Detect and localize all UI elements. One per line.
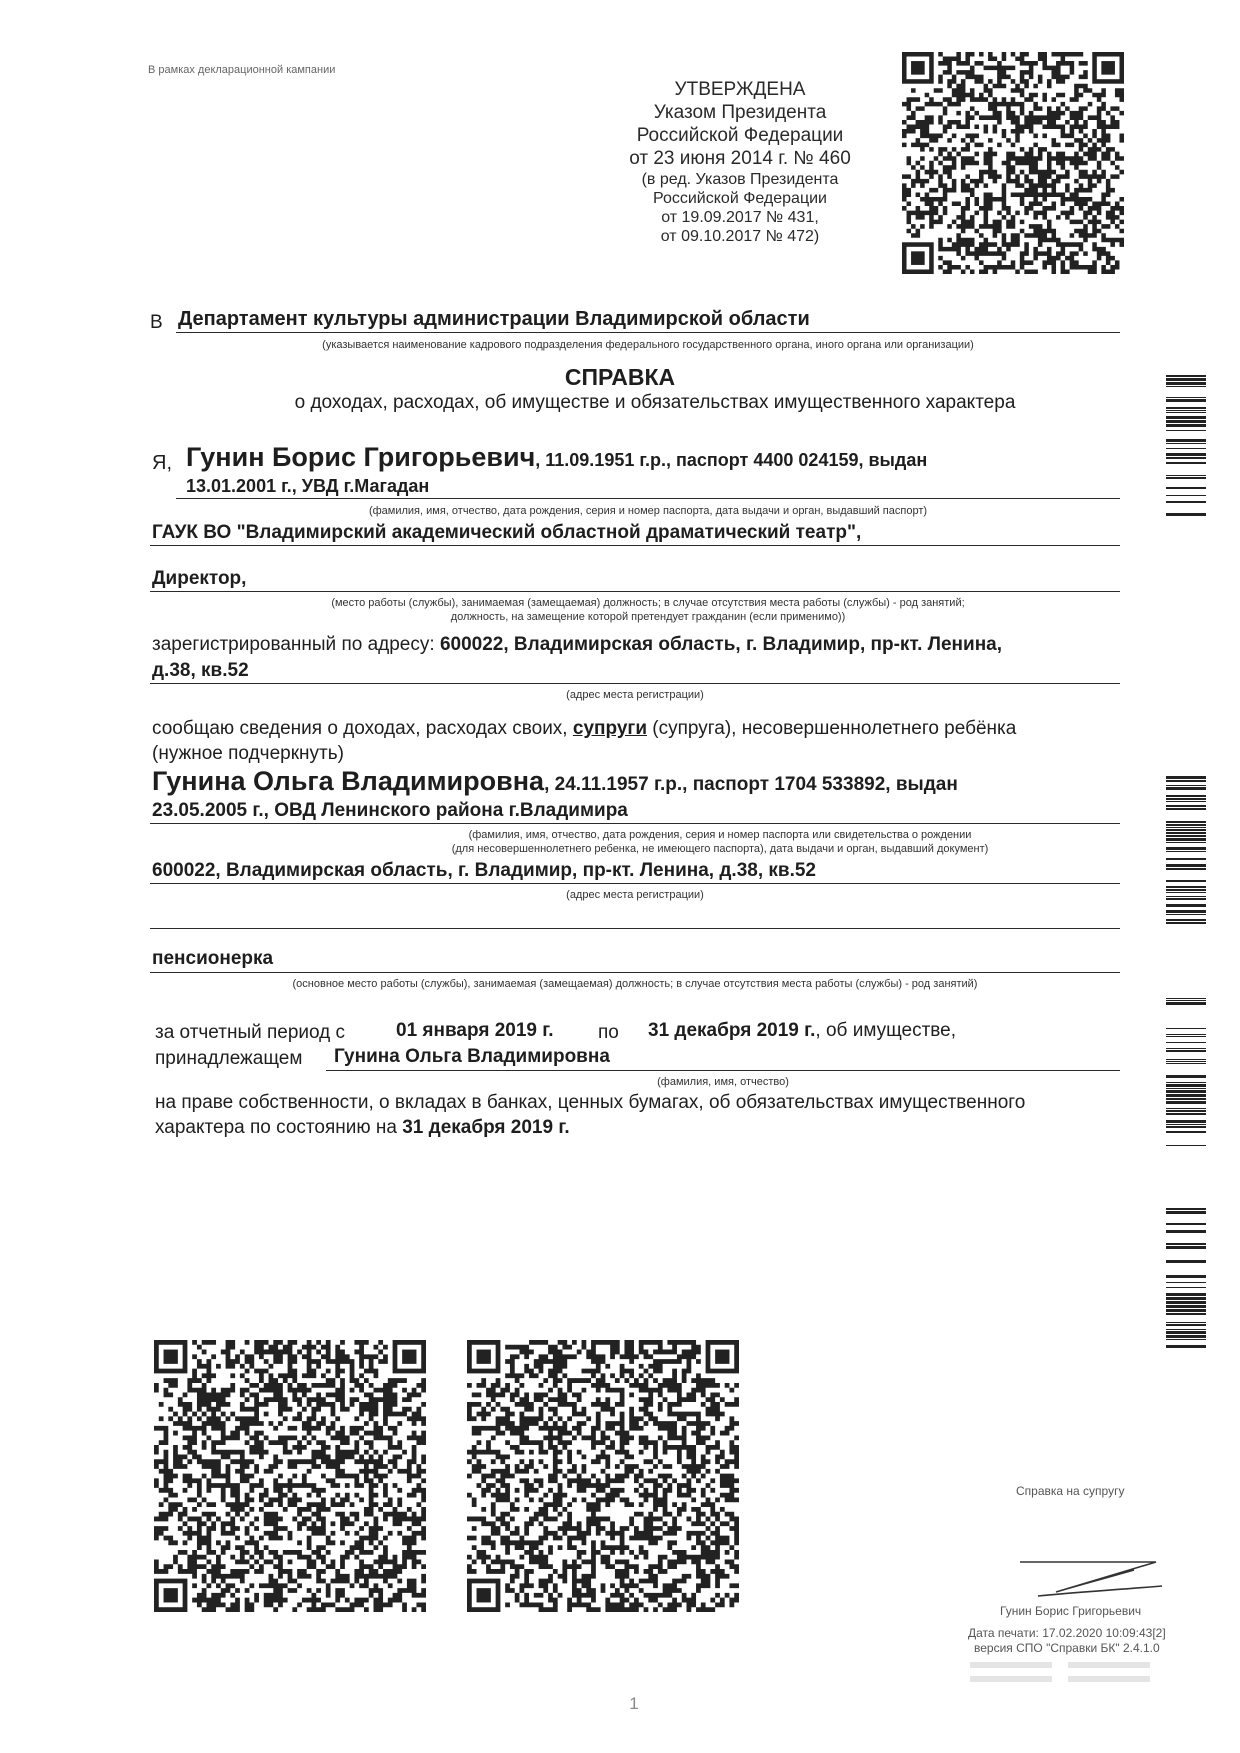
- underline: [326, 1070, 1120, 1071]
- period-text-2-prefix: характера по состоянию на: [155, 1117, 397, 1138]
- period-date-to: 31 декабря 2019 г.: [648, 1020, 816, 1041]
- position-hint-1: (место работы (службы), занимаемая (замещаемая) должность; в случае отсутствия места работы (службы) - род занятий;: [331, 597, 965, 609]
- qr-code-bottom-left: [154, 1340, 426, 1612]
- registration-hint: (адрес места регистрации): [566, 689, 704, 701]
- amendment-line: от 19.09.2017 № 431,: [661, 209, 819, 226]
- relative-details-2: 23.05.2005 г., ОВД Ленинского района г.Владимира: [152, 800, 628, 821]
- qr-pattern: [154, 1340, 426, 1612]
- approval-line: Указом Президента: [653, 102, 827, 123]
- signature-icon: [1016, 1556, 1166, 1600]
- qr-finder-center: [164, 1350, 178, 1364]
- department-name: Департамент культуры администрации Владимирской области: [178, 308, 810, 330]
- qr-code-top: [902, 52, 1124, 274]
- underline: [150, 823, 1120, 824]
- underline: [176, 498, 1120, 499]
- qr-code-bottom-right: [467, 1340, 739, 1612]
- approval-line: от 23 июня 2014 г. № 460: [629, 148, 851, 169]
- declarant-details-2: 13.01.2001 г., УВД г.Магадан: [186, 476, 430, 496]
- qr-finder-center: [1101, 61, 1115, 75]
- period-to: [648, 1020, 956, 1042]
- amendment-line: Российской Федерации: [653, 190, 827, 207]
- period-to-label: по: [598, 1022, 619, 1043]
- underline: [150, 928, 1120, 929]
- registration-address-2: д.38, кв.52: [152, 660, 249, 681]
- declarant-details: , 11.09.1951 г.р., паспорт 4400 024159, выдан: [535, 450, 928, 470]
- qr-finder-center: [402, 1350, 416, 1364]
- relative-hint-1: (фамилия, имя, отчество, дата рождения, серия и номер паспорта или свидетельства о рождении: [468, 829, 972, 841]
- owner-hint: (фамилия, имя, отчество): [657, 1076, 789, 1088]
- period-suffix: , об имуществе,: [815, 1020, 957, 1041]
- side-barcode: [1166, 1208, 1206, 1359]
- registration-line-1: [152, 634, 1002, 656]
- relation-underlined: супруги: [572, 718, 648, 739]
- underline: [150, 972, 1120, 973]
- period-text-2-date: 31 декабря 2019 г.: [402, 1117, 570, 1138]
- qr-finder-center: [164, 1588, 178, 1602]
- relative-hint-2: (для несовершеннолетнего ребенка, не имеющего паспорта), дата выдачи и орган, выдавший документ): [451, 843, 989, 855]
- barcode-pattern: [1166, 776, 1206, 924]
- campaign-note: В рамках декларационной кампании: [148, 64, 336, 76]
- addressee-prefix: В: [150, 312, 163, 333]
- declarant-name: Гунин Борис Григорьевич: [186, 442, 536, 472]
- side-barcode: [1166, 776, 1206, 929]
- relative-line-1: [152, 766, 958, 797]
- position-hint-2: должность, на замещение которой претендует гражданин (если применимо)): [450, 611, 846, 623]
- relative-address-hint: (адрес места регистрации): [566, 889, 704, 901]
- declarant-hint: (фамилия, имя, отчество, дата рождения, серия и номер паспорта, дата выдачи и орган, выдавший паспорт): [368, 505, 928, 517]
- barcode-pattern: [1166, 996, 1206, 1146]
- declarant-workplace: ГАУК ВО "Владимирский академический областной драматический театр",: [152, 522, 862, 543]
- relative-name: Гунина Ольга Владимировна: [152, 766, 545, 796]
- registration-prefix: зарегистрированный по адресу:: [152, 634, 435, 655]
- qr-pattern: [467, 1340, 739, 1612]
- period-text-2: [155, 1117, 570, 1139]
- department-hint: (указывается наименование кадрового подразделения федерального государственного органа, иного органа или организации): [322, 339, 974, 351]
- declarant-line-1: [186, 442, 927, 473]
- period-date-from: 01 января 2019 г.: [396, 1020, 554, 1041]
- underline: [150, 591, 1120, 592]
- registration-address: 600022, Владимирская область, г. Владимир, пр-кт. Ленина,: [439, 634, 1003, 655]
- page-subtitle: о доходах, расходах, об имуществе и обязательствах имущественного характера: [294, 392, 1016, 413]
- relative-details: , 24.11.1957 г.р., паспорт 1704 533892, выдан: [544, 774, 958, 795]
- owner-name: Гунина Ольга Владимировна: [334, 1046, 610, 1067]
- declarant-prefix: Я,: [152, 452, 172, 474]
- print-date: Дата печати: 17.02.2020 10:09:43[2]: [968, 1626, 1166, 1640]
- report-note: (нужное подчеркнуть): [152, 743, 344, 764]
- page-number: 1: [629, 1694, 639, 1713]
- underline: [150, 545, 1120, 546]
- underline: [176, 332, 1120, 333]
- approval-line: Российской Федерации: [636, 125, 844, 146]
- approval-block: [600, 78, 880, 246]
- qr-finder-center: [477, 1588, 491, 1602]
- period-from-label: за отчетный период с: [155, 1022, 346, 1043]
- qr-pattern: [902, 52, 1124, 274]
- declarant-position: Директор,: [152, 568, 247, 589]
- relative-address: 600022, Владимирская область, г. Владимир, пр-кт. Ленина, д.38, кв.52: [152, 860, 816, 881]
- amendment-line: (в ред. Указов Президента: [641, 171, 839, 188]
- report-prefix: сообщаю сведения о доходах, расходах своих,: [152, 718, 568, 739]
- approval-line: УТВЕРЖДЕНА: [674, 79, 806, 100]
- occupation-hint: (основное место работы (службы), занимаемая (замещаемая) должность; в случае отсутствия места работы (службы) - род занятий): [292, 978, 978, 990]
- signer-name: Гунин Борис Григорьевич: [1000, 1604, 1142, 1618]
- period-text-1: на праве собственности, о вкладах в банках, ценных бумагах, об обязательствах имущественного: [155, 1092, 1026, 1113]
- report-suffix: (супруга), несовершеннолетнего ребёнка: [652, 718, 1017, 739]
- owner-label: принадлежащем: [155, 1048, 303, 1069]
- underline: [150, 683, 1120, 684]
- underline: [150, 883, 1120, 884]
- software-version: версия СПО "Справки БК" 2.4.1.0: [974, 1641, 1160, 1655]
- side-barcode: [1166, 996, 1206, 1151]
- faded-serials-watermark: [968, 1660, 1158, 1690]
- relative-occupation: пенсионерка: [152, 948, 274, 969]
- page-title: СПРАВКА: [564, 364, 676, 390]
- qr-finder-center: [911, 61, 925, 75]
- report-line: [152, 718, 1016, 740]
- qr-finder-center: [477, 1350, 491, 1364]
- spouse-note: Справка на супругу: [1016, 1484, 1125, 1498]
- qr-finder-center: [911, 251, 925, 265]
- barcode-pattern: [1166, 1208, 1206, 1354]
- amendment-line: от 09.10.2017 № 472): [660, 228, 820, 245]
- qr-finder-center: [715, 1350, 729, 1364]
